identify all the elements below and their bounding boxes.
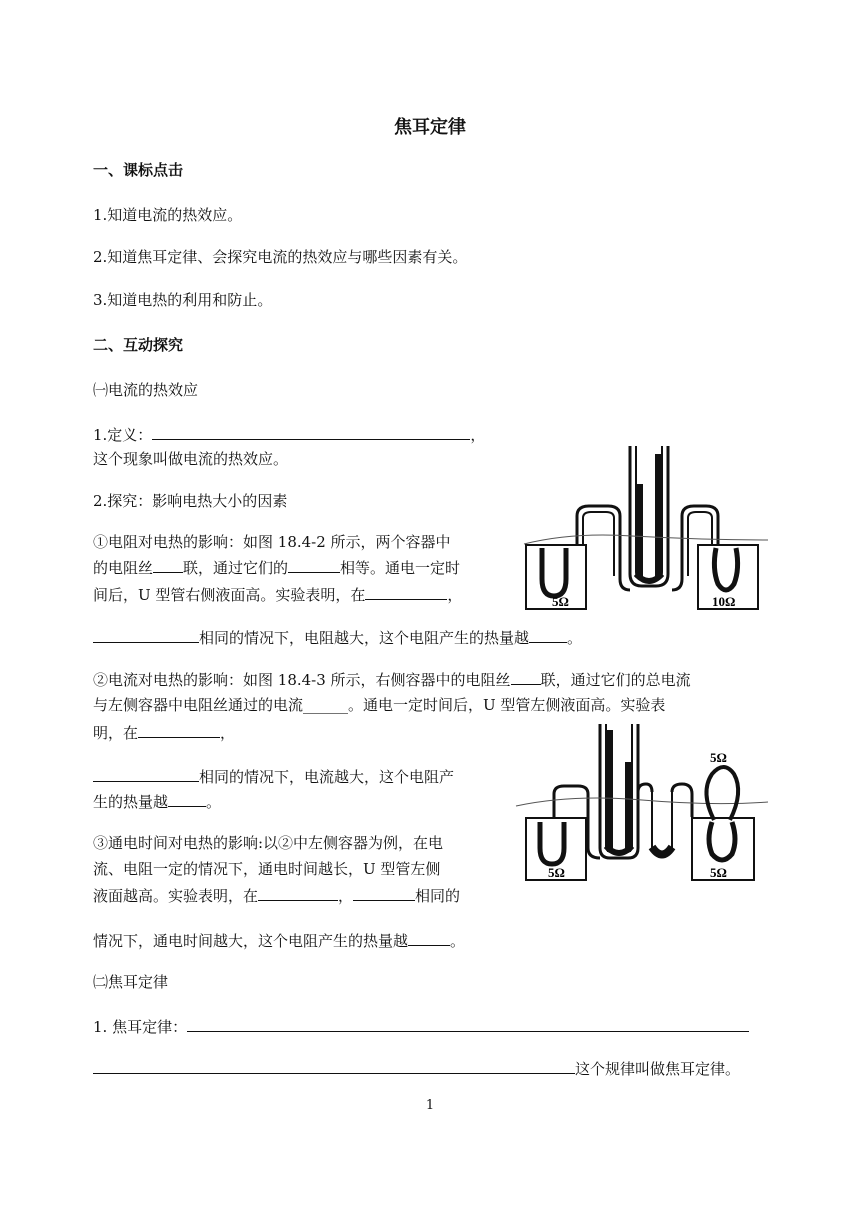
p2-line-3: 明，在 ， bbox=[93, 724, 236, 742]
joule-law-line-2: 这个规律叫做焦耳定律。 bbox=[93, 1058, 740, 1079]
section-heading-standards: 一、课标点击 bbox=[93, 161, 184, 179]
condition-blank-3[interactable] bbox=[138, 722, 220, 738]
top-resistance-label: 5Ω bbox=[710, 750, 727, 765]
subsection-heat-effect: ㈠电流的热效应 bbox=[93, 381, 199, 399]
definition-blank[interactable] bbox=[152, 424, 470, 440]
connection-blank-1[interactable] bbox=[153, 557, 183, 573]
p3-line-3: 液面越高。实验表明，在 ， 相同的 bbox=[93, 887, 461, 905]
definition-line: 1.定义： ， bbox=[93, 426, 486, 444]
p2-line-4: 相同的情况下，电流越大，这个电阻产 bbox=[93, 766, 454, 787]
p1-line-4: 相同的情况下，电阻越大，这个电阻产生的热量越 。 bbox=[93, 627, 582, 648]
resistor-coil-outside bbox=[706, 767, 738, 820]
figure-current-experiment bbox=[512, 722, 770, 894]
joule-law-line-1: 1. 焦耳定律： bbox=[93, 1016, 749, 1037]
p1-line-2: 的电阻丝 联，通过它们的 相等。通电一定时 bbox=[93, 559, 461, 577]
definition-label: 1.定义： bbox=[93, 426, 153, 444]
condition-blank-1[interactable] bbox=[365, 584, 447, 600]
left-resistance-label: 5Ω bbox=[548, 865, 565, 880]
condition-blank-6[interactable] bbox=[353, 885, 415, 901]
page-title: 焦耳定律 bbox=[394, 117, 466, 138]
condition-blank-4[interactable] bbox=[93, 766, 199, 782]
liquid-right-arm bbox=[655, 454, 661, 579]
condition-blank-2[interactable] bbox=[93, 627, 199, 643]
condition-blank-5[interactable] bbox=[258, 885, 338, 901]
page-number: 1 bbox=[425, 1098, 435, 1113]
result-blank-3[interactable] bbox=[408, 930, 450, 946]
subsection-joule-law: ㈡焦耳定律 bbox=[93, 973, 169, 991]
joule-law-blank-2[interactable] bbox=[93, 1058, 575, 1074]
section-heading-explore: 二、互动探究 bbox=[93, 336, 184, 354]
p1-line-1: ①电阻对电热的影响：如图 18.4-2 所示，两个容器中 bbox=[93, 533, 451, 551]
figure-resistance-experiment bbox=[512, 444, 770, 614]
standard-item-1: 1.知道电流的热效应。 bbox=[93, 206, 243, 224]
equal-quantity-blank[interactable] bbox=[288, 557, 340, 573]
connection-blank-2[interactable] bbox=[511, 669, 541, 685]
explore-heading: 2.探究：影响电热大小的因素 bbox=[93, 492, 288, 510]
standard-item-2: 2.知道焦耳定律、会探究电流的热效应与哪些因素有关。 bbox=[93, 248, 468, 266]
p2-line-1: ②电流对电热的影响：如图 18.4-3 所示，右侧容器中的电阻丝 联，通过它们的总电流 bbox=[93, 671, 691, 689]
p3-line-4: 情况下，通电时间越大，这个电阻产生的热量越 。 bbox=[93, 932, 466, 950]
liquid-left-arm bbox=[637, 484, 643, 579]
result-blank-2[interactable] bbox=[168, 791, 206, 807]
p2-line-5: 生的热量越 。 bbox=[93, 793, 222, 811]
right-resistance-label: 5Ω bbox=[710, 865, 727, 880]
left-resistance-label: 5Ω bbox=[552, 594, 569, 609]
joule-law-blank-1[interactable] bbox=[187, 1016, 749, 1032]
p1-line-3: 间后，U 型管右侧液面高。实验表明，在 ， bbox=[93, 586, 463, 604]
p2-line-2: 与左侧容器中电阻丝通过的电流______。通电一定时间后，U 型管左侧液面高。实验表 bbox=[93, 696, 666, 714]
result-blank-1[interactable] bbox=[529, 627, 567, 643]
standard-item-3: 3.知道电热的利用和防止。 bbox=[93, 291, 273, 309]
p3-line-2: 流、电阻一定的情况下，通电时间越长，U 型管左侧 bbox=[93, 860, 441, 878]
right-resistance-label: 10Ω bbox=[712, 594, 736, 609]
definition-line-2: 这个现象叫做电流的热效应。 bbox=[93, 450, 289, 468]
p3-line-1: ③通电时间对电热的影响:以②中左侧容器为例，在电 bbox=[93, 834, 444, 852]
